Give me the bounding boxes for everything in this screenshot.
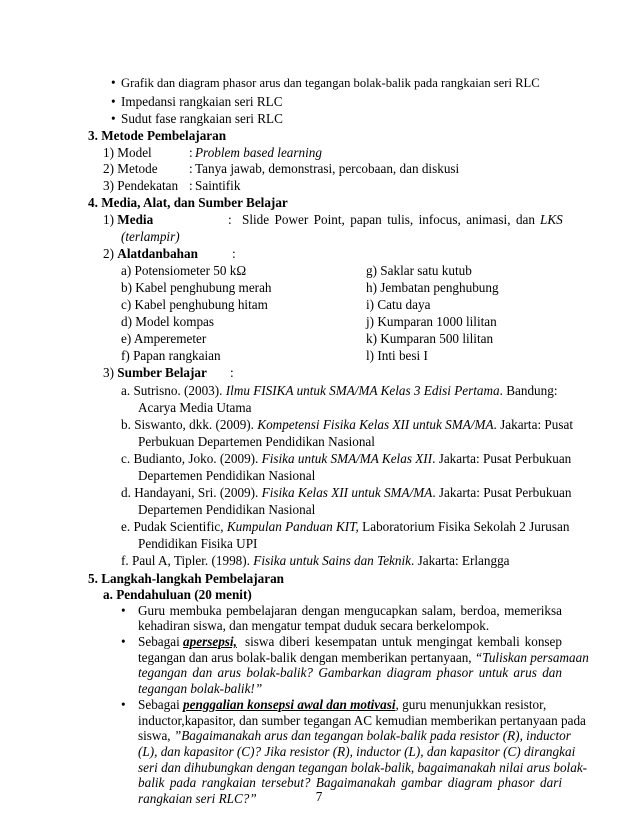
method-value: Tanya jawab, demonstrasi, percobaan, dan diskusi	[195, 161, 460, 176]
paragraph-line: tegangan dan arus bolak-balik? Gambarkan diagram phasor untuk arus dan	[138, 665, 562, 681]
text-run: , guru menunjukkan resistor,	[395, 696, 547, 712]
media-value: Slide Power Point, papan tulis, infocus, animasi, dan	[242, 212, 535, 227]
term-penggalian: penggalian konsepsi awal dan motivasi	[183, 696, 396, 712]
method-label: 3) Pendekatan	[103, 178, 179, 193]
reference-line	[121, 417, 573, 433]
bullet-marker: •	[121, 602, 126, 618]
alat-item: b) Kabel penghubung merah	[121, 280, 272, 295]
sumber-label: 3) Sumber Belajar	[103, 365, 207, 380]
method-value: Problem based learning	[195, 145, 322, 160]
ref-publisher: . Bandung:	[499, 383, 558, 398]
paragraph-line	[138, 650, 589, 666]
paragraph-line	[138, 697, 546, 713]
reference-line	[121, 451, 571, 467]
media-lks: LKS	[540, 212, 563, 227]
method-separator: :	[189, 145, 193, 160]
ref-publisher: . Jakarta: Pusat	[493, 417, 573, 432]
alat-item: l) Inti besi I	[366, 348, 428, 363]
paragraph-line: tegangan bolak-balik!”	[138, 681, 263, 697]
text-run: ”Bagaimanakah arus dan tegangan bolak-balik pada resistor (R), inductor	[173, 728, 571, 744]
ref-author: e. Pudak Scientific,	[121, 519, 224, 534]
ref-title: Fisika untuk SMA/MA Kelas XII	[261, 451, 433, 466]
bullet-marker: •	[111, 111, 116, 126]
reference-line	[121, 383, 558, 399]
ref-author: c. Budianto, Joko. (2009).	[121, 451, 259, 466]
list-item: Impedansi rangkaian seri RLC	[121, 94, 283, 109]
alat-item: e) Amperemeter	[121, 331, 207, 346]
reference-line	[121, 553, 510, 569]
paragraph-line: kehadiran siswa, dan mengatur tempat duduk secara berkelompok.	[138, 618, 490, 634]
paragraph-line: (L), dan kapasitor (C)? Jika resistor (R), inductor (L), dan kapasitor (C) dirangkai	[138, 744, 576, 759]
bullet-marker: •	[111, 75, 116, 90]
reference-line: Pendidikan Fisika UPI	[138, 536, 258, 551]
alat-item: j) Kumparan 1000 lilitan	[366, 314, 497, 329]
alat-item: f) Papan rangkaian	[121, 348, 221, 363]
paragraph-line: rangkaian seri RLC?”	[138, 791, 257, 807]
ref-title: Ilmu FISIKA untuk SMA/MA Kelas 3 Edisi Pertama	[225, 383, 500, 398]
alat-item: k) Kumparan 500 lilitan	[366, 331, 494, 346]
ref-publisher: . Jakarta: Erlangga	[411, 553, 510, 568]
alat-item: h) Jembatan penghubung	[366, 280, 499, 295]
text-run: Sebagai	[138, 633, 180, 649]
alat-item: c) Kabel penghubung hitam	[121, 297, 268, 312]
text-run: Sebagai	[138, 696, 180, 712]
ref-author: a. Sutrisno. (2003).	[121, 383, 223, 398]
ref-author: f. Paul A, Tipler. (1998).	[121, 553, 250, 568]
ref-publisher: . Jakarta: Pusat Perbukuan	[432, 485, 572, 500]
reference-line	[121, 519, 569, 535]
paragraph-line	[138, 634, 237, 650]
media-separator: :	[228, 212, 232, 227]
method-separator: :	[189, 161, 193, 176]
section-heading-langkah: 5. Langkah-langkah Pembelajaran	[88, 571, 285, 586]
reference-line: Departemen Pendidikan Nasional	[138, 502, 316, 517]
alat-separator: :	[232, 246, 236, 261]
media-continuation: (terlampir)	[121, 229, 180, 244]
ref-title: Kumpulan Panduan KIT,	[226, 519, 359, 534]
paragraph-line: balik pada rangkaian tersebut? Bagaimanakah gambar diagram phasor dari	[138, 775, 562, 791]
subsection-pendahuluan: a. Pendahuluan (20 menit)	[103, 586, 252, 602]
method-label: 2) Metode	[103, 161, 158, 176]
reference-line: Perbukuan Departemen Pendidikan Nasional	[138, 434, 375, 449]
sumber-separator: :	[230, 365, 234, 380]
reference-line: Acarya Media Utama	[138, 400, 252, 415]
bullet-marker: •	[111, 94, 116, 109]
paragraph-line: Guru membuka pembelajaran dengan mengucapkan salam, berdoa, memeriksa	[138, 602, 562, 618]
method-label: 1) Model	[103, 145, 152, 160]
ref-publisher: . Jakarta: Pusat Perbukuan	[432, 451, 572, 466]
bullet-marker: •	[121, 696, 126, 712]
alat-item: g) Saklar satu kutub	[366, 263, 472, 278]
ref-author: b. Siswanto, dkk. (2009).	[121, 417, 254, 432]
ref-publisher: Laboratorium Fisika Sekolah 2 Jurusan	[362, 519, 570, 534]
method-value: Saintifik	[195, 178, 241, 193]
bullet-marker: •	[121, 633, 126, 649]
ref-title: Fisika Kelas XII untuk SMA/MA	[261, 485, 433, 500]
section-heading-metode: 3. Metode Pembelajaran	[88, 128, 227, 143]
list-item: Grafik dan diagram phasor arus dan tegangan bolak-balik pada rangkaian seri RLC	[121, 76, 540, 90]
section-heading-media: 4. Media, Alat, dan Sumber Belajar	[88, 195, 288, 210]
text-run: siswa,	[138, 728, 171, 744]
paragraph-line: siswa diberi kesempatan untuk mengingat kembali konsep	[245, 633, 562, 649]
text-run: tegangan dan arus bolak-balik dengan memberikan pertanyaan,	[138, 649, 472, 665]
list-item: Sudut fase rangkaian seri RLC	[121, 111, 283, 126]
page-number: 7	[315, 789, 323, 804]
reference-line: Departemen Pendidikan Nasional	[138, 468, 316, 483]
paragraph-line: inductor,kapasitor, dan sumber tegangan AC kemudian memberikan pertanyaan pada	[138, 712, 586, 728]
alat-item: a) Potensiometer 50 kΩ	[121, 263, 247, 278]
alat-label: 2) Alatdanbahan	[103, 246, 198, 261]
method-separator: :	[189, 178, 193, 193]
paragraph-line: seri dan dihubungkan dengan tegangan bolak-balik, bagaimanakah nilai arus bolak-	[138, 759, 588, 775]
paragraph-line	[138, 728, 571, 744]
alat-item: d) Model kompas	[121, 314, 215, 329]
ref-title: Fisika untuk Sains dan Teknik	[253, 553, 412, 568]
text-run: “Tuliskan persamaan	[474, 649, 589, 665]
term-apersepsi: apersepsi,	[183, 633, 237, 649]
ref-author: d. Handayani, Sri. (2009).	[121, 485, 259, 500]
media-label: 1) Media	[103, 212, 154, 227]
ref-title: Kompetensi Fisika Kelas XII untuk SMA/MA	[257, 417, 494, 432]
reference-line	[121, 485, 571, 501]
alat-item: i) Catu daya	[366, 297, 431, 312]
